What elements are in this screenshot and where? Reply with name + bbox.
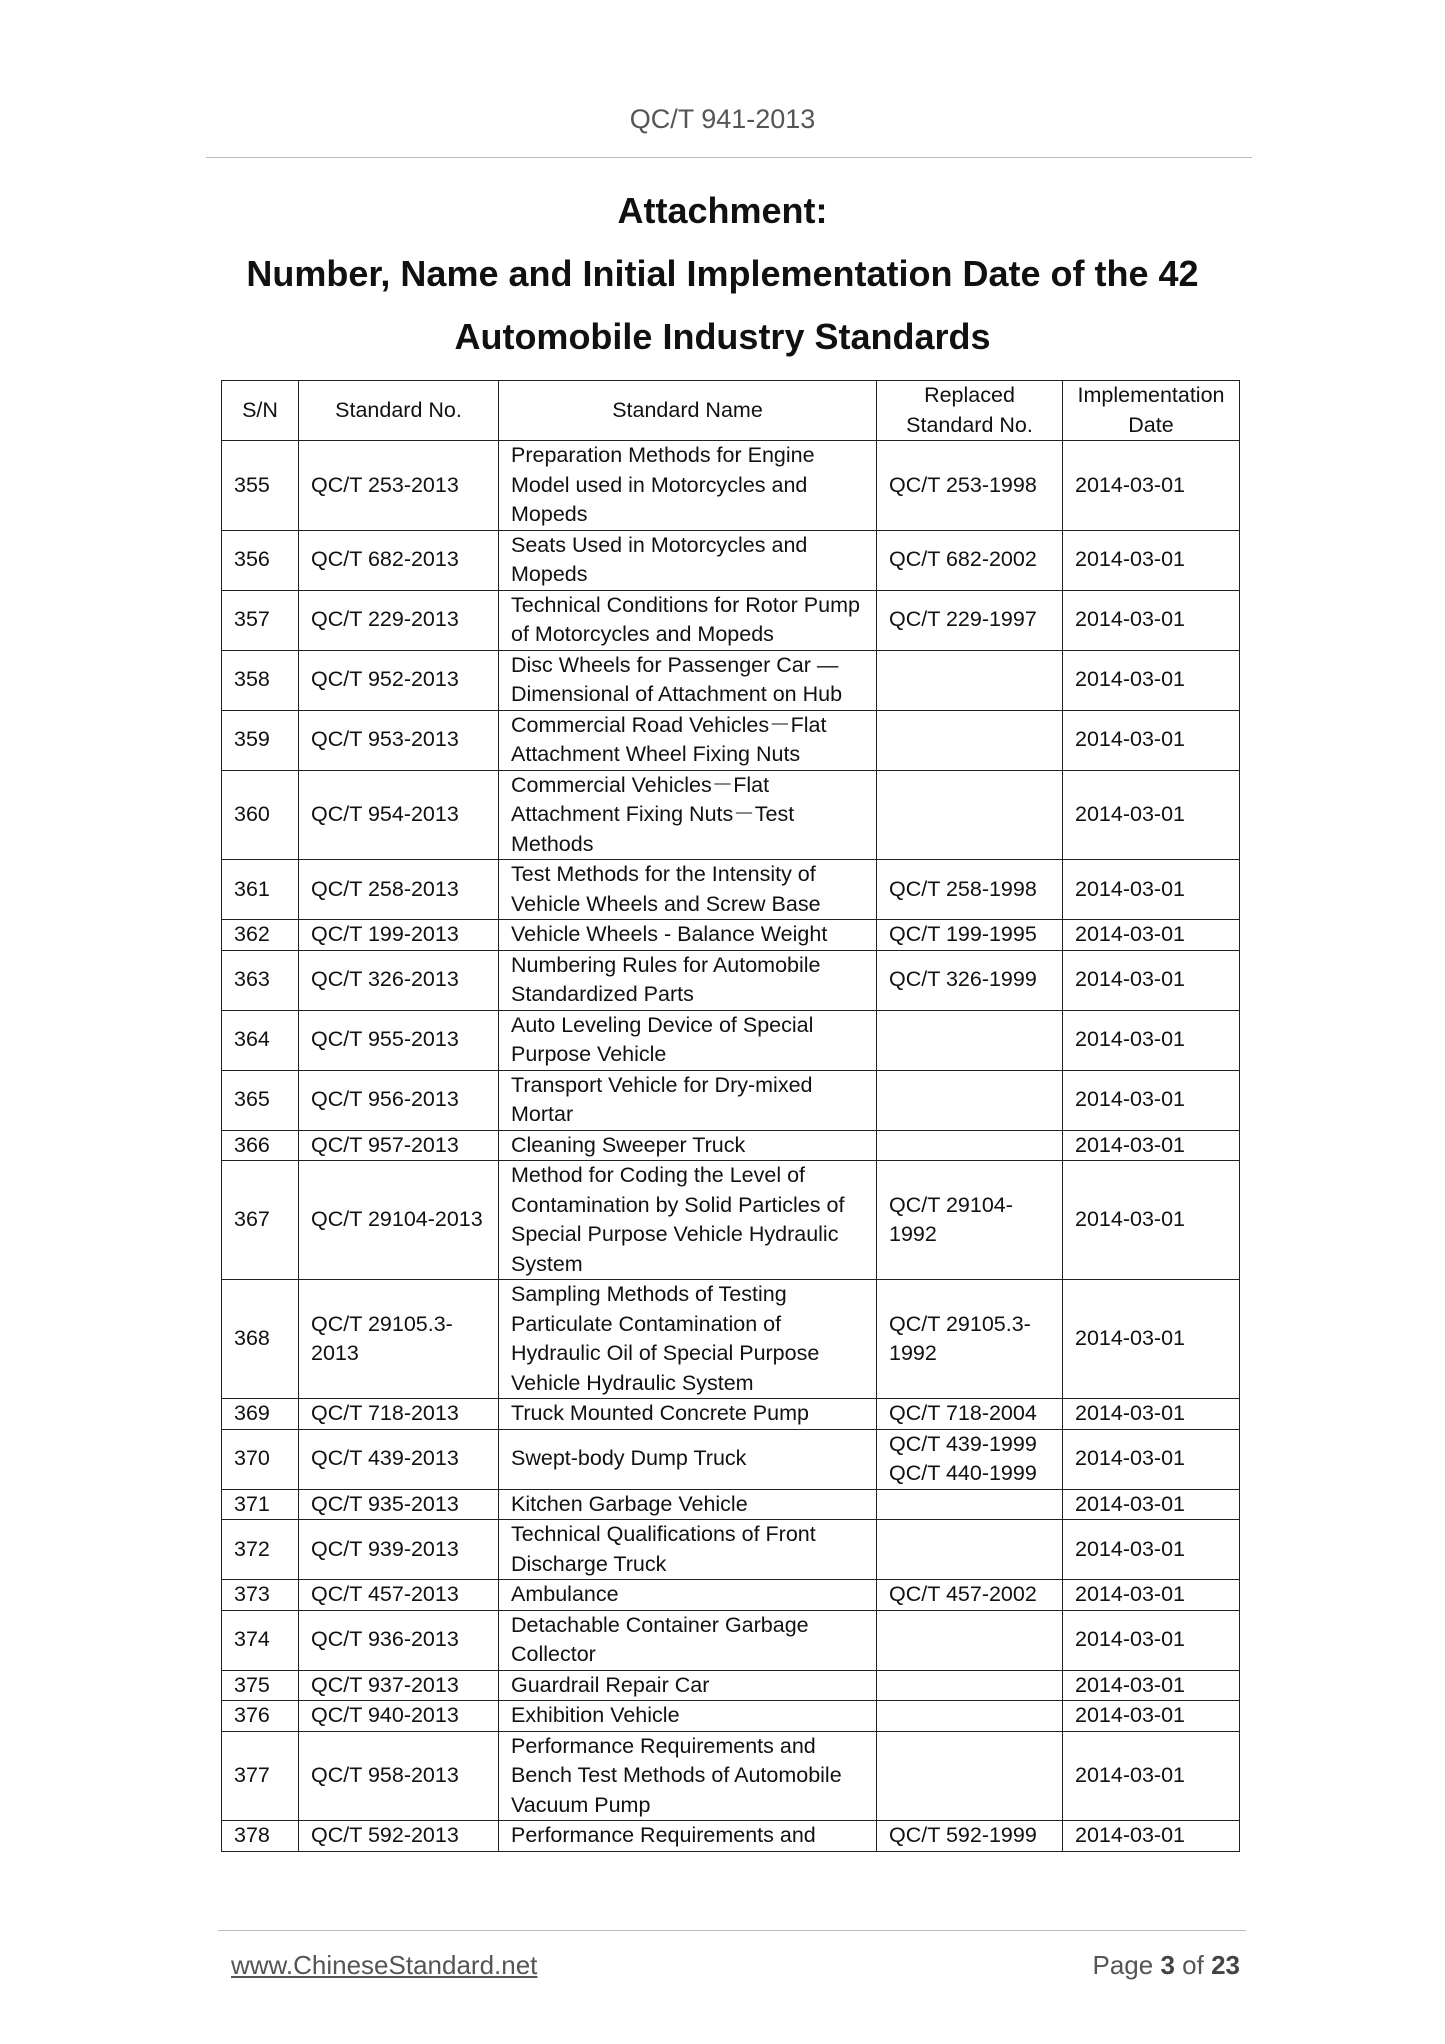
cell-standard-name: Guardrail Repair Car — [499, 1670, 877, 1701]
cell-sn: 368 — [222, 1280, 299, 1399]
cell-replaced-standard-no — [877, 650, 1063, 710]
cell-standard-name: Kitchen Garbage Vehicle — [499, 1489, 877, 1520]
cell-standard-name: Method for Coding the Level of Contamination by Solid Particles of Special Purpose Vehicle Hydraulic System — [499, 1161, 877, 1280]
cell-implementation-date: 2014-03-01 — [1063, 1130, 1240, 1161]
cell-implementation-date: 2014-03-01 — [1063, 770, 1240, 860]
cell-implementation-date: 2014-03-01 — [1063, 950, 1240, 1010]
cell-standard-no: QC/T 718-2013 — [299, 1399, 499, 1430]
cell-replaced-standard-no: QC/T 457-2002 — [877, 1580, 1063, 1611]
cell-replaced-standard-no — [877, 710, 1063, 770]
cell-replaced-standard-no — [877, 1610, 1063, 1670]
column-header-replaced-standard-no: Replaced Standard No. — [877, 381, 1063, 441]
cell-implementation-date: 2014-03-01 — [1063, 1010, 1240, 1070]
table-row — [222, 770, 1240, 860]
table-row — [222, 860, 1240, 920]
table-row — [222, 1130, 1240, 1161]
website-link[interactable]: www.ChineseStandard.net — [231, 1950, 538, 1980]
table-row — [222, 1429, 1240, 1489]
cell-sn: 370 — [222, 1429, 299, 1489]
cell-standard-no: QC/T 29104-2013 — [299, 1161, 499, 1280]
cell-replaced-standard-no: QC/T 439-1999 QC/T 440-1999 — [877, 1429, 1063, 1489]
cell-sn: 357 — [222, 590, 299, 650]
table-header-row — [222, 381, 1240, 441]
cell-standard-no: QC/T 954-2013 — [299, 770, 499, 860]
cell-replaced-standard-no — [877, 770, 1063, 860]
table-row — [222, 1731, 1240, 1821]
cell-standard-name: Disc Wheels for Passenger Car — Dimensional of Attachment on Hub — [499, 650, 877, 710]
table-row — [222, 710, 1240, 770]
column-header-implementation-date: Implementation Date — [1063, 381, 1240, 441]
table-row — [222, 950, 1240, 1010]
cell-implementation-date: 2014-03-01 — [1063, 1280, 1240, 1399]
attachment-subtitle-line2: Automobile Industry Standards — [454, 316, 991, 357]
cell-sn: 377 — [222, 1731, 299, 1821]
cell-sn: 359 — [222, 710, 299, 770]
cell-sn: 369 — [222, 1399, 299, 1430]
cell-sn: 372 — [222, 1520, 299, 1580]
cell-standard-name: Numbering Rules for Automobile Standardized Parts — [499, 950, 877, 1010]
cell-sn: 355 — [222, 441, 299, 531]
cell-implementation-date: 2014-03-01 — [1063, 1399, 1240, 1430]
cell-standard-name: Swept-body Dump Truck — [499, 1429, 877, 1489]
cell-sn: 366 — [222, 1130, 299, 1161]
cell-standard-no: QC/T 952-2013 — [299, 650, 499, 710]
cell-replaced-standard-no — [877, 1070, 1063, 1130]
cell-sn: 371 — [222, 1489, 299, 1520]
cell-standard-no: QC/T 937-2013 — [299, 1670, 499, 1701]
cell-implementation-date: 2014-03-01 — [1063, 1821, 1240, 1852]
cell-standard-no: QC/T 457-2013 — [299, 1580, 499, 1611]
cell-replaced-standard-no — [877, 1670, 1063, 1701]
cell-implementation-date: 2014-03-01 — [1063, 1731, 1240, 1821]
table-row — [222, 1701, 1240, 1732]
cell-implementation-date: 2014-03-01 — [1063, 1489, 1240, 1520]
cell-sn: 376 — [222, 1701, 299, 1732]
table-row — [222, 1670, 1240, 1701]
table-row — [222, 1070, 1240, 1130]
cell-standard-name: Commercial Vehicles－Flat Attachment Fixing Nuts－Test Methods — [499, 770, 877, 860]
table-row — [222, 920, 1240, 951]
cell-implementation-date: 2014-03-01 — [1063, 1701, 1240, 1732]
table-row — [222, 650, 1240, 710]
header-divider — [206, 157, 1252, 158]
cell-standard-no: QC/T 326-2013 — [299, 950, 499, 1010]
cell-replaced-standard-no: QC/T 258-1998 — [877, 860, 1063, 920]
cell-standard-name: Performance Requirements and Bench Test Methods of Automobile Vacuum Pump — [499, 1731, 877, 1821]
cell-replaced-standard-no: QC/T 592-1999 — [877, 1821, 1063, 1852]
cell-replaced-standard-no — [877, 1731, 1063, 1821]
total-pages: 23 — [1211, 1950, 1240, 1980]
cell-sn: 363 — [222, 950, 299, 1010]
cell-sn: 356 — [222, 530, 299, 590]
cell-standard-name: Performance Requirements and — [499, 1821, 877, 1852]
cell-implementation-date: 2014-03-01 — [1063, 650, 1240, 710]
cell-standard-name: Exhibition Vehicle — [499, 1701, 877, 1732]
cell-standard-no: QC/T 953-2013 — [299, 710, 499, 770]
cell-implementation-date: 2014-03-01 — [1063, 860, 1240, 920]
cell-standard-name: Truck Mounted Concrete Pump — [499, 1399, 877, 1430]
cell-standard-name: Cleaning Sweeper Truck — [499, 1130, 877, 1161]
column-header-standard-name: Standard Name — [499, 381, 877, 441]
cell-implementation-date: 2014-03-01 — [1063, 1580, 1240, 1611]
table-row — [222, 1280, 1240, 1399]
page-label: Page — [1092, 1950, 1154, 1980]
cell-replaced-standard-no: QC/T 199-1995 — [877, 920, 1063, 951]
cell-replaced-standard-no — [877, 1010, 1063, 1070]
table-row — [222, 1010, 1240, 1070]
column-header-sn: S/N — [222, 381, 299, 441]
cell-sn: 362 — [222, 920, 299, 951]
cell-standard-no: QC/T 682-2013 — [299, 530, 499, 590]
cell-replaced-standard-no — [877, 1489, 1063, 1520]
cell-implementation-date: 2014-03-01 — [1063, 1429, 1240, 1489]
cell-standard-no: QC/T 955-2013 — [299, 1010, 499, 1070]
table-row — [222, 590, 1240, 650]
standards-table — [221, 380, 1240, 1852]
table-row — [222, 1399, 1240, 1430]
table-row — [222, 1580, 1240, 1611]
cell-replaced-standard-no: QC/T 229-1997 — [877, 590, 1063, 650]
cell-standard-no: QC/T 439-2013 — [299, 1429, 499, 1489]
cell-sn: 364 — [222, 1010, 299, 1070]
cell-replaced-standard-no: QC/T 718-2004 — [877, 1399, 1063, 1430]
cell-implementation-date: 2014-03-01 — [1063, 1670, 1240, 1701]
attachment-subtitle-line1: Number, Name and Initial Implementation Date of the 42 — [246, 253, 1199, 294]
cell-sn: 378 — [222, 1821, 299, 1852]
cell-standard-name: Vehicle Wheels - Balance Weight — [499, 920, 877, 951]
cell-implementation-date: 2014-03-01 — [1063, 920, 1240, 951]
cell-implementation-date: 2014-03-01 — [1063, 1161, 1240, 1280]
cell-standard-no: QC/T 940-2013 — [299, 1701, 499, 1732]
cell-standard-no: QC/T 29105.3-2013 — [299, 1280, 499, 1399]
cell-standard-name: Technical Conditions for Rotor Pump of Motorcycles and Mopeds — [499, 590, 877, 650]
cell-replaced-standard-no: QC/T 29105.3-1992 — [877, 1280, 1063, 1399]
cell-sn: 361 — [222, 860, 299, 920]
cell-implementation-date: 2014-03-01 — [1063, 530, 1240, 590]
cell-sn: 373 — [222, 1580, 299, 1611]
table-row — [222, 1161, 1240, 1280]
current-page: 3 — [1160, 1950, 1175, 1980]
cell-implementation-date: 2014-03-01 — [1063, 1520, 1240, 1580]
cell-implementation-date: 2014-03-01 — [1063, 710, 1240, 770]
cell-sn: 360 — [222, 770, 299, 860]
table-row — [222, 1520, 1240, 1580]
cell-sn: 374 — [222, 1610, 299, 1670]
table-row — [222, 1610, 1240, 1670]
cell-standard-name: Sampling Methods of Testing Particulate Contamination of Hydraulic Oil of Special Purpose Vehicle Hydraulic System — [499, 1280, 877, 1399]
cell-replaced-standard-no — [877, 1520, 1063, 1580]
cell-implementation-date: 2014-03-01 — [1063, 1610, 1240, 1670]
cell-standard-no: QC/T 935-2013 — [299, 1489, 499, 1520]
table-row — [222, 441, 1240, 531]
cell-sn: 365 — [222, 1070, 299, 1130]
cell-standard-name: Auto Leveling Device of Special Purpose Vehicle — [499, 1010, 877, 1070]
cell-standard-no: QC/T 258-2013 — [299, 860, 499, 920]
cell-standard-no: QC/T 936-2013 — [299, 1610, 499, 1670]
cell-standard-name: Detachable Container Garbage Collector — [499, 1610, 877, 1670]
cell-implementation-date: 2014-03-01 — [1063, 441, 1240, 531]
cell-implementation-date: 2014-03-01 — [1063, 590, 1240, 650]
cell-replaced-standard-no: QC/T 29104-1992 — [877, 1161, 1063, 1280]
cell-standard-name: Ambulance — [499, 1580, 877, 1611]
attachment-title: Attachment: — [617, 190, 828, 231]
cell-standard-name: Commercial Road Vehicles－Flat Attachment Wheel Fixing Nuts — [499, 710, 877, 770]
cell-replaced-standard-no: QC/T 253-1998 — [877, 441, 1063, 531]
cell-standard-no: QC/T 592-2013 — [299, 1821, 499, 1852]
cell-standard-no: QC/T 957-2013 — [299, 1130, 499, 1161]
document-id-header: QC/T 941-2013 — [629, 104, 816, 134]
cell-standard-no: QC/T 199-2013 — [299, 920, 499, 951]
footer-divider — [218, 1930, 1246, 1931]
cell-replaced-standard-no — [877, 1130, 1063, 1161]
cell-implementation-date: 2014-03-01 — [1063, 1070, 1240, 1130]
cell-standard-no: QC/T 229-2013 — [299, 590, 499, 650]
cell-sn: 367 — [222, 1161, 299, 1280]
page-of-label: of — [1182, 1950, 1204, 1980]
table-row — [222, 1821, 1240, 1852]
table-row — [222, 1489, 1240, 1520]
cell-standard-name: Transport Vehicle for Dry-mixed Mortar — [499, 1070, 877, 1130]
cell-standard-no: QC/T 958-2013 — [299, 1731, 499, 1821]
cell-standard-name: Seats Used in Motorcycles and Mopeds — [499, 530, 877, 590]
table-row — [222, 530, 1240, 590]
cell-standard-no: QC/T 939-2013 — [299, 1520, 499, 1580]
table-body — [222, 441, 1240, 1852]
cell-sn: 375 — [222, 1670, 299, 1701]
cell-replaced-standard-no — [877, 1701, 1063, 1732]
cell-standard-name: Test Methods for the Intensity of Vehicle Wheels and Screw Base — [499, 860, 877, 920]
cell-standard-no: QC/T 956-2013 — [299, 1070, 499, 1130]
column-header-standard-no: Standard No. — [299, 381, 499, 441]
cell-replaced-standard-no: QC/T 326-1999 — [877, 950, 1063, 1010]
page-number — [1092, 1950, 1240, 1981]
cell-standard-name: Preparation Methods for Engine Model used in Motorcycles and Mopeds — [499, 441, 877, 531]
cell-standard-no: QC/T 253-2013 — [299, 441, 499, 531]
cell-sn: 358 — [222, 650, 299, 710]
cell-replaced-standard-no: QC/T 682-2002 — [877, 530, 1063, 590]
cell-standard-name: Technical Qualifications of Front Discharge Truck — [499, 1520, 877, 1580]
